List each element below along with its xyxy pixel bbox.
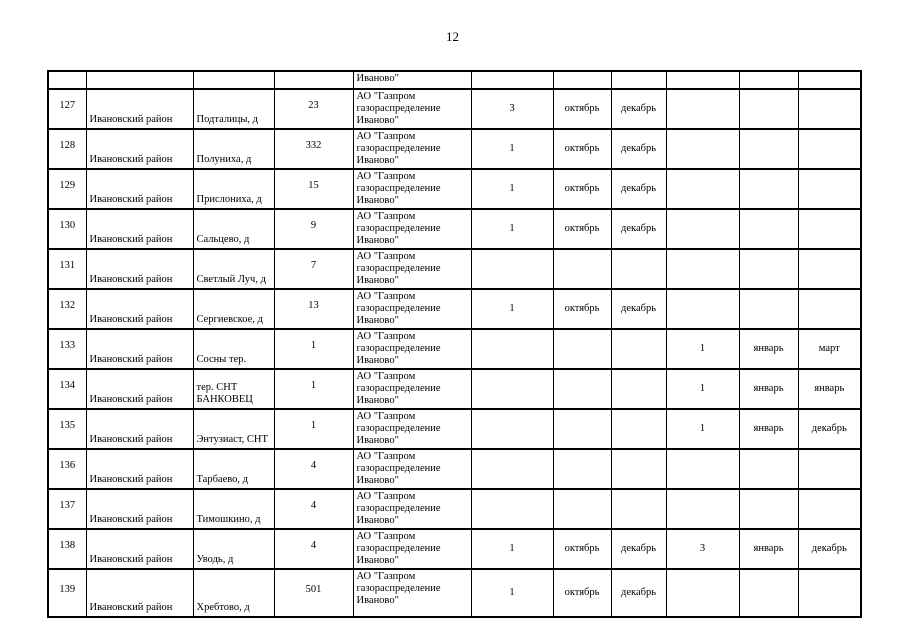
cell-end-month-1 [611,489,666,529]
table-row [48,489,861,529]
cell-end-month-2: декабрь [798,409,861,449]
cell-settlement: Прислониха, д [193,169,274,209]
cell-connections-count-1: 1 [471,129,553,169]
cell-end-month-1: декабрь [611,529,666,569]
cell-start-month-1: октябрь [553,569,611,617]
cell-row-number: 129 [48,169,86,209]
cell-connections-count-1: 1 [471,289,553,329]
cell-start-month-1: октябрь [553,169,611,209]
cell-organization: АО "Газпром газораспределение Иваново" [353,369,471,409]
cell-applications-count: 13 [274,289,353,329]
cell-applications-count: 9 [274,209,353,249]
cell-settlement: Тимошкино, д [193,489,274,529]
cell-applications-count: 4 [274,489,353,529]
cell-start-month-1 [553,449,611,489]
gasification-schedule-table [47,70,862,618]
cell-empty [553,71,611,89]
cell-connections-count-2 [666,89,739,129]
cell-start-month-2 [739,129,798,169]
cell-start-month-2 [739,569,798,617]
cell-settlement: Уводь, д [193,529,274,569]
cell-empty [666,71,739,89]
cell-start-month-2 [739,169,798,209]
table-row [48,289,861,329]
cell-empty [86,71,193,89]
cell-organization: АО "Газпром газораспределение Иваново" [353,289,471,329]
cell-start-month-2 [739,449,798,489]
cell-applications-count: 1 [274,409,353,449]
cell-end-month-1: декабрь [611,169,666,209]
cell-start-month-2 [739,249,798,289]
cell-connections-count-2 [666,489,739,529]
cell-end-month-2: январь [798,369,861,409]
cell-row-number: 136 [48,449,86,489]
cell-connections-count-2 [666,449,739,489]
cell-applications-count: 23 [274,89,353,129]
cell-start-month-1: октябрь [553,89,611,129]
cell-applications-count: 501 [274,569,353,617]
cell-empty [48,71,86,89]
cell-connections-count-1: 1 [471,169,553,209]
cell-settlement: Полуниха, д [193,129,274,169]
cell-connections-count-2 [666,129,739,169]
cell-end-month-1 [611,369,666,409]
cell-connections-count-1 [471,369,553,409]
cell-empty [274,71,353,89]
cell-empty [471,71,553,89]
cell-organization: АО "Газпром газораспределение Иваново" [353,249,471,289]
cell-start-month-1 [553,369,611,409]
cell-organization: АО "Газпром газораспределение Иваново" [353,209,471,249]
cell-district: Ивановский район [86,489,193,529]
cell-applications-count: 1 [274,369,353,409]
cell-district: Ивановский район [86,449,193,489]
table-row [48,169,861,209]
table-row [48,369,861,409]
cell-row-number: 139 [48,569,86,617]
cell-start-month-1 [553,329,611,369]
cell-start-month-2: январь [739,529,798,569]
cell-row-number: 134 [48,369,86,409]
cell-organization: АО "Газпром газораспределение Иваново" [353,329,471,369]
cell-connections-count-2 [666,249,739,289]
cell-start-month-2 [739,489,798,529]
cell-organization-tail: Иваново" [353,71,471,89]
cell-connections-count-1: 1 [471,209,553,249]
cell-settlement: тер. СНТ БАНКОВЕЦ [193,369,274,409]
table-row [48,529,861,569]
cell-empty [193,71,274,89]
cell-end-month-2: декабрь [798,529,861,569]
cell-empty [798,71,861,89]
cell-district: Ивановский район [86,169,193,209]
cell-end-month-2 [798,209,861,249]
cell-applications-count: 15 [274,169,353,209]
cell-connections-count-1 [471,329,553,369]
cell-applications-count: 4 [274,529,353,569]
cell-connections-count-2: 1 [666,369,739,409]
cell-start-month-1 [553,489,611,529]
cell-end-month-2 [798,169,861,209]
cell-settlement: Светлый Луч, д [193,249,274,289]
table-row [48,249,861,289]
cell-end-month-2 [798,289,861,329]
cell-district: Ивановский район [86,249,193,289]
cell-district: Ивановский район [86,289,193,329]
cell-row-number: 130 [48,209,86,249]
cell-connections-count-2: 1 [666,329,739,369]
cell-end-month-1: декабрь [611,569,666,617]
cell-row-number: 138 [48,529,86,569]
cell-settlement: Тарбаево, д [193,449,274,489]
cell-applications-count: 332 [274,129,353,169]
table-row [48,329,861,369]
cell-organization: АО "Газпром газораспределение Иваново" [353,89,471,129]
cell-organization: АО "Газпром газораспределение Иваново" [353,409,471,449]
cell-district: Ивановский район [86,129,193,169]
cell-row-number: 137 [48,489,86,529]
cell-applications-count: 1 [274,329,353,369]
cell-settlement: Энтузиаст, СНТ [193,409,274,449]
cell-applications-count: 4 [274,449,353,489]
cell-end-month-1 [611,449,666,489]
cell-start-month-1 [553,249,611,289]
cell-connections-count-2 [666,209,739,249]
cell-start-month-1 [553,409,611,449]
cell-empty [611,71,666,89]
cell-connections-count-1: 1 [471,529,553,569]
cell-row-number: 132 [48,289,86,329]
cell-settlement: Подталицы, д [193,89,274,129]
cell-end-month-1: декабрь [611,129,666,169]
cell-connections-count-2 [666,169,739,209]
table-row [48,409,861,449]
cell-start-month-2: январь [739,329,798,369]
cell-empty [739,71,798,89]
cell-connections-count-2: 1 [666,409,739,449]
cell-district: Ивановский район [86,569,193,617]
cell-start-month-1: октябрь [553,129,611,169]
cell-organization: АО "Газпром газораспределение Иваново" [353,129,471,169]
cell-settlement: Сальцево, д [193,209,274,249]
page-number: 12 [446,29,459,44]
cell-connections-count-2 [666,569,739,617]
cell-organization: АО "Газпром газораспределение Иваново" [353,529,471,569]
cell-district: Ивановский район [86,409,193,449]
cell-settlement: Сосны тер. [193,329,274,369]
table-row [48,89,861,129]
cell-end-month-1 [611,329,666,369]
cell-start-month-2 [739,289,798,329]
cell-organization: АО "Газпром газораспределение Иваново" [353,489,471,529]
cell-end-month-1: декабрь [611,289,666,329]
cell-connections-count-1 [471,489,553,529]
cell-end-month-2 [798,249,861,289]
cell-district: Ивановский район [86,209,193,249]
cell-row-number: 127 [48,89,86,129]
cell-applications-count: 7 [274,249,353,289]
cell-row-number: 131 [48,249,86,289]
cell-end-month-1 [611,249,666,289]
cell-end-month-1: декабрь [611,209,666,249]
cell-connections-count-1: 3 [471,89,553,129]
cell-start-month-1: октябрь [553,289,611,329]
carryover-row [48,71,861,89]
cell-connections-count-1 [471,409,553,449]
table-row [48,129,861,169]
cell-connections-count-1 [471,449,553,489]
cell-organization: АО "Газпром газораспределение Иваново" [353,169,471,209]
cell-connections-count-2: 3 [666,529,739,569]
cell-district: Ивановский район [86,329,193,369]
cell-end-month-2 [798,449,861,489]
cell-district: Ивановский район [86,529,193,569]
cell-start-month-2 [739,209,798,249]
cell-end-month-2: март [798,329,861,369]
table-row [48,449,861,489]
cell-start-month-2 [739,89,798,129]
cell-district: Ивановский район [86,89,193,129]
table-row [48,569,861,617]
cell-end-month-2 [798,129,861,169]
cell-organization: АО "Газпром газораспределение Иваново" [353,449,471,489]
cell-start-month-1: октябрь [553,529,611,569]
cell-settlement: Сергиевское, д [193,289,274,329]
cell-end-month-2 [798,89,861,129]
cell-end-month-1: декабрь [611,89,666,129]
cell-row-number: 135 [48,409,86,449]
cell-end-month-2 [798,569,861,617]
cell-connections-count-1 [471,249,553,289]
cell-settlement: Хребтово, д [193,569,274,617]
cell-end-month-2 [798,489,861,529]
table-row [48,209,861,249]
cell-connections-count-1: 1 [471,569,553,617]
cell-connections-count-2 [666,289,739,329]
cell-district: Ивановский район [86,369,193,409]
cell-start-month-2: январь [739,409,798,449]
cell-organization: АО "Газпром газораспределение Иваново" [353,569,471,617]
cell-start-month-2: январь [739,369,798,409]
cell-row-number: 128 [48,129,86,169]
cell-row-number: 133 [48,329,86,369]
cell-end-month-1 [611,409,666,449]
cell-start-month-1: октябрь [553,209,611,249]
